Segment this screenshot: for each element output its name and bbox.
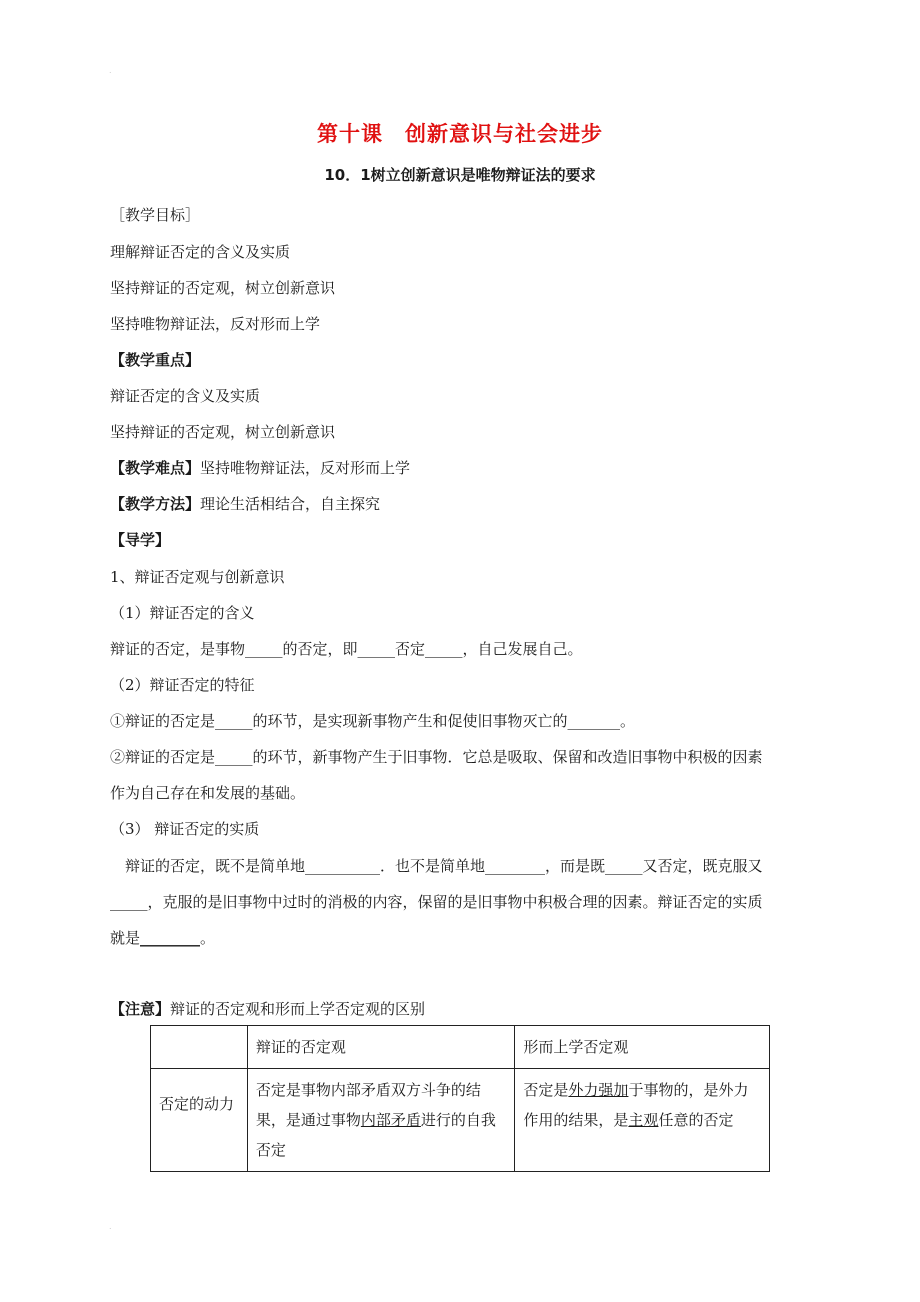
row-label-cell: 否定的动力: [151, 1069, 248, 1172]
metaphysics-underline: 主观: [628, 1111, 659, 1129]
page-subtitle: 10．1树立创新意识是唯物辩证法的要求: [324, 166, 596, 184]
method-heading: 【教学方法】: [110, 495, 201, 513]
table-header-row: [151, 1026, 770, 1069]
comparison-table: [150, 1025, 770, 1172]
dialectic-text: 否定是事物内部矛盾双方斗争的结果，是通过事物: [255, 1081, 481, 1129]
metaphysics-text-end: 任意的否定: [658, 1111, 734, 1129]
table-header-cell: [151, 1026, 248, 1069]
essence-suffix: 。: [200, 929, 216, 947]
fill-in-essence-cont: _____，克服的是旧事物中过时的消极的内容，保留的是旧事物中积极合理的因素。辩证否定的实质: [110, 893, 763, 911]
corner-mark: .: [109, 66, 112, 75]
metaphysics-cell: [515, 1069, 770, 1172]
fill-in-essence-end: [110, 927, 215, 948]
fill-in-feature-1: ①辩证的否定是_____的环节，是实现新事物产生和促使旧事物灭亡的_______。: [110, 712, 636, 730]
method-row: [110, 493, 380, 514]
table-row: [151, 1069, 770, 1172]
fill-in-feature-2: ②辩证的否定是_____的环节，新事物产生于旧事物．它总是吸取、保留和改造旧事物中积极的因素: [110, 748, 763, 766]
difficulty-heading: 【教学难点】: [110, 459, 201, 477]
subsection-title: （3） 辩证否定的实质: [110, 820, 260, 838]
metaphysics-underline: 外力强加: [568, 1081, 629, 1099]
metaphysics-text-mid: 于事物的，是外力作用的结果，是: [523, 1081, 749, 1129]
essence-prefix: 就是: [110, 929, 141, 947]
dialectic-cell: [247, 1069, 515, 1172]
table-header-cell: 形而上学否定观: [515, 1026, 770, 1069]
note-row: [110, 998, 425, 1019]
dialectic-text-end: 进行的自我否定: [255, 1111, 496, 1159]
subsection-title: （2）辩证否定的特征: [110, 676, 255, 694]
goals-heading: ［教学目标］: [110, 206, 201, 224]
note-heading: 【注意】: [110, 1000, 171, 1018]
subsection-title: （1）辩证否定的含义: [110, 604, 255, 622]
guide-heading: 【导学】: [110, 531, 171, 549]
key-point-item: 坚持辩证的否定观，树立创新意识: [110, 423, 336, 441]
dialectic-underline: 内部矛盾: [360, 1111, 421, 1129]
fill-in-meaning: 辩证的否定，是事物_____的否定，即_____否定_____，自己发展自己。: [110, 640, 583, 658]
section-title: 1、辩证否定观与创新意识: [110, 568, 285, 586]
goal-item: 理解辩证否定的含义及实质: [110, 243, 291, 261]
difficulty-text: 坚持唯物辩证法，反对形而上学: [200, 459, 411, 477]
essence-blank: ________: [140, 929, 201, 947]
goal-item: 坚持辩证的否定观，树立创新意识: [110, 279, 336, 297]
difficulty-row: [110, 457, 410, 478]
fill-in-essence: 辩证的否定，既不是简单地__________．也不是简单地________，而是既_____又否定，既克服又: [125, 857, 763, 875]
key-point-item: 辩证否定的含义及实质: [110, 387, 261, 405]
fill-in-feature-2-cont: 作为自己存在和发展的基础。: [110, 784, 306, 802]
table-header-cell: 辩证的否定观: [247, 1026, 515, 1069]
key-points-heading: 【教学重点】: [110, 351, 201, 369]
corner-mark: .: [109, 1222, 112, 1231]
method-text: 理论生活相结合，自主探究: [200, 495, 381, 513]
page-title: 第十课 创新意识与社会进步: [317, 122, 603, 146]
goal-item: 坚持唯物辩证法，反对形而上学: [110, 315, 321, 333]
metaphysics-text: 否定是: [523, 1081, 569, 1099]
note-text: 辩证的否定观和形而上学否定观的区别: [170, 1000, 426, 1018]
